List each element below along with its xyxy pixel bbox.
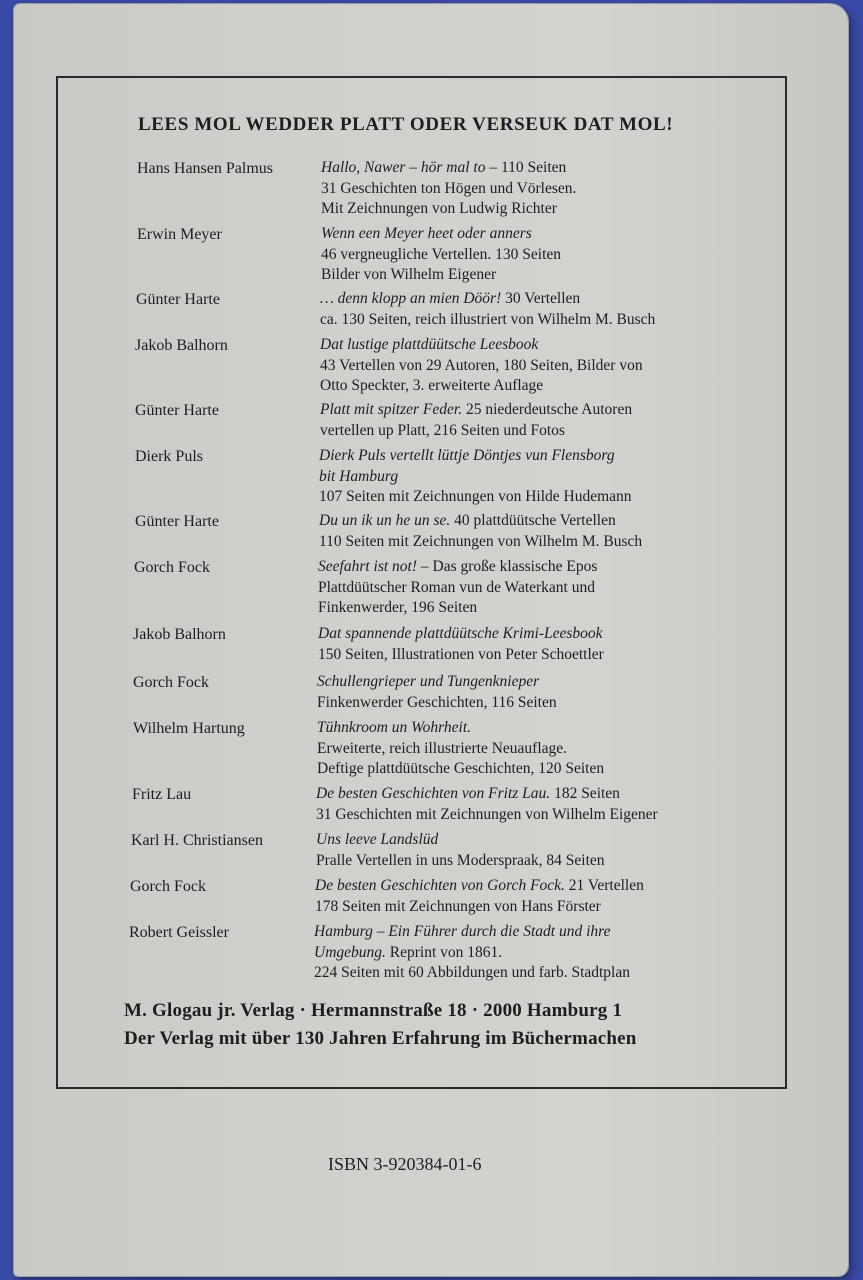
entry-author: Günter Harte <box>136 291 220 308</box>
entry-details <box>317 718 604 780</box>
entry-title-suffix: 110 Seiten <box>497 159 567 176</box>
entry-title-continued: bit Hamburg <box>319 467 399 485</box>
entry-description-line: 150 Seiten, Illustrationen von Peter Schoettler <box>318 645 604 663</box>
entry-description-line: Finkenwerder Geschichten, 116 Seiten <box>317 693 557 711</box>
entry-title: Seefahrt ist not! <box>318 558 418 575</box>
entry-description-line: 31 Geschichten mit Zeichnungen von Wilhelm Eigener <box>316 805 658 823</box>
entry-title-suffix: 30 Vertellen <box>501 290 581 307</box>
entry-title: Platt mit spitzer Feder. <box>320 401 463 418</box>
entry-title: Hamburg – Ein Führer durch die Stadt und ihre <box>314 923 611 940</box>
entry-title-line <box>321 224 561 245</box>
entry-title: Schullengrieper und Tungenknieper <box>317 673 540 690</box>
entry-description-line: Plattdüütscher Roman vun de Waterkant und <box>318 578 595 596</box>
entry-description-line: Erweiterte, reich illustrierte Neuauflage. <box>317 739 568 757</box>
entry-title-line <box>321 158 576 179</box>
publisher-slogan: Der Verlag mit über 130 Jahren Erfahrung im Büchermachen <box>124 1028 637 1049</box>
entry-details <box>320 400 632 441</box>
entry-title: Dat lustige plattdüütsche Leesbook <box>320 336 539 353</box>
book-back-cover <box>14 4 848 1276</box>
entry-title-suffix: 40 plattdüütsche Vertellen <box>450 512 616 529</box>
headline: LEES MOL WEDDER PLATT ODER VERSEUK DAT MOL! <box>138 114 674 135</box>
entry-details <box>316 784 658 825</box>
entry-title-line <box>320 400 632 421</box>
entry-author: Günter Harte <box>135 402 219 419</box>
entry-title-line <box>320 335 643 356</box>
entry-title-line <box>314 943 630 964</box>
entry-author: Erwin Meyer <box>137 226 222 243</box>
entry-title: Tühnkroom un Wohrheit. <box>317 719 472 736</box>
entry-description-line: 46 vergneugliche Vertellen. 130 Seiten <box>321 245 562 263</box>
entry-title-line <box>319 511 642 532</box>
entry-description-line: Bilder von Wilhelm Eigener <box>321 266 497 283</box>
entry-author: Robert Geissler <box>129 924 229 941</box>
entry-description-line: 107 Seiten mit Zeichnungen von Hilde Hudemann <box>319 488 632 505</box>
entry-details <box>320 289 655 330</box>
entry-title-line <box>315 876 644 897</box>
entry-author: Hans Hansen Palmus <box>137 160 273 177</box>
entry-author: Jakob Balhorn <box>133 626 226 643</box>
entry-author: Gorch Fock <box>130 878 206 895</box>
entry-description-line: Finkenwerder, 196 Seiten <box>318 599 478 616</box>
entry-description-line: Mit Zeichnungen von Ludwig Richter <box>321 200 557 217</box>
isbn: ISBN 3-920384-01-6 <box>328 1154 482 1174</box>
entry-details <box>316 830 605 871</box>
entry-title-suffix: 21 Vertellen <box>564 877 644 894</box>
entry-title: Wenn een Meyer heet oder anners <box>321 225 532 242</box>
entry-title-line <box>317 718 604 739</box>
entry-details <box>318 557 597 619</box>
entry-title: Uns leeve Landslüd <box>316 831 439 848</box>
entry-title: De besten Geschichten von Gorch Fock. <box>315 877 565 894</box>
entry-author: Günter Harte <box>135 513 219 530</box>
entry-details <box>317 672 557 713</box>
entry-details <box>319 511 642 552</box>
entry-description-line: Deftige plattdüütsche Geschichten, 120 Seiten <box>317 760 605 777</box>
entry-author: Jakob Balhorn <box>135 337 228 354</box>
entry-title-suffix: 25 niederdeutsche Autoren <box>462 401 633 418</box>
entry-description-line: 110 Seiten mit Zeichnungen von Wilhelm M. Busch <box>319 532 643 550</box>
entry-details <box>315 876 644 917</box>
entry-details <box>314 922 630 984</box>
entry-title-line <box>317 672 557 693</box>
entry-title: Dat spannende plattdüütsche Krimi-Leesbook <box>318 625 603 642</box>
entry-details <box>320 335 643 397</box>
entry-author: Wilhelm Hartung <box>133 720 245 737</box>
entry-details <box>321 224 561 286</box>
entry-title: … denn klopp an mien Döör! <box>320 290 502 307</box>
entry-title-suffix: Reprint von 1861. <box>385 943 503 961</box>
entry-title: De besten Geschichten von Fritz Lau. <box>316 785 551 802</box>
entry-title-suffix: 182 Seiten <box>550 785 620 802</box>
entry-description-line: ca. 130 Seiten, reich illustriert von Wilhelm M. Busch <box>320 310 656 328</box>
entry-details <box>318 624 604 665</box>
entry-description-line: Otto Speckter, 3. erweiterte Auflage <box>320 377 544 394</box>
entry-title: Hallo, Nawer – hör mal to – <box>321 159 498 176</box>
entry-title-suffix: – Das große klassische Epos <box>417 558 598 575</box>
entry-description-line: vertellen up Platt, 216 Seiten und Fotos <box>320 421 565 439</box>
entry-description-line: 31 Geschichten ton Högen und Vörlesen. <box>321 179 577 197</box>
entry-details <box>321 158 576 220</box>
entry-author: Karl H. Christiansen <box>131 832 263 849</box>
entry-title-line <box>319 446 632 467</box>
entry-title-line <box>316 784 658 805</box>
entry-author: Gorch Fock <box>134 559 210 576</box>
entry-title-continued: Umgebung. <box>314 943 386 961</box>
entry-title-line <box>316 830 605 851</box>
entry-details <box>319 446 632 508</box>
entry-author: Fritz Lau <box>132 786 192 803</box>
entry-author: Dierk Puls <box>135 448 203 465</box>
entry-title-line <box>318 557 597 578</box>
entry-title-line <box>319 467 632 488</box>
entry-description-line: 178 Seiten mit Zeichnungen von Hans Förster <box>315 897 601 915</box>
entry-title-line <box>314 922 630 943</box>
entry-title-line <box>318 624 604 645</box>
entry-title: Du un ik un he un se. <box>319 512 451 529</box>
entry-author: Gorch Fock <box>133 674 209 691</box>
entry-description-line: 224 Seiten mit 60 Abbildungen und farb. Stadtplan <box>314 964 630 981</box>
entry-description-line: 43 Vertellen von 29 Autoren, 180 Seiten, Bilder von <box>320 356 643 374</box>
entry-title: Dierk Puls vertellt lüttje Döntjes vun Flensborg <box>319 447 615 464</box>
entry-title-line <box>320 289 655 310</box>
entry-description-line: Pralle Vertellen in uns Moderspraak, 84 Seiten <box>316 851 605 869</box>
publisher-address: M. Glogau jr. Verlag · Hermannstraße 18 · 2000 Hamburg 1 <box>124 1000 623 1021</box>
